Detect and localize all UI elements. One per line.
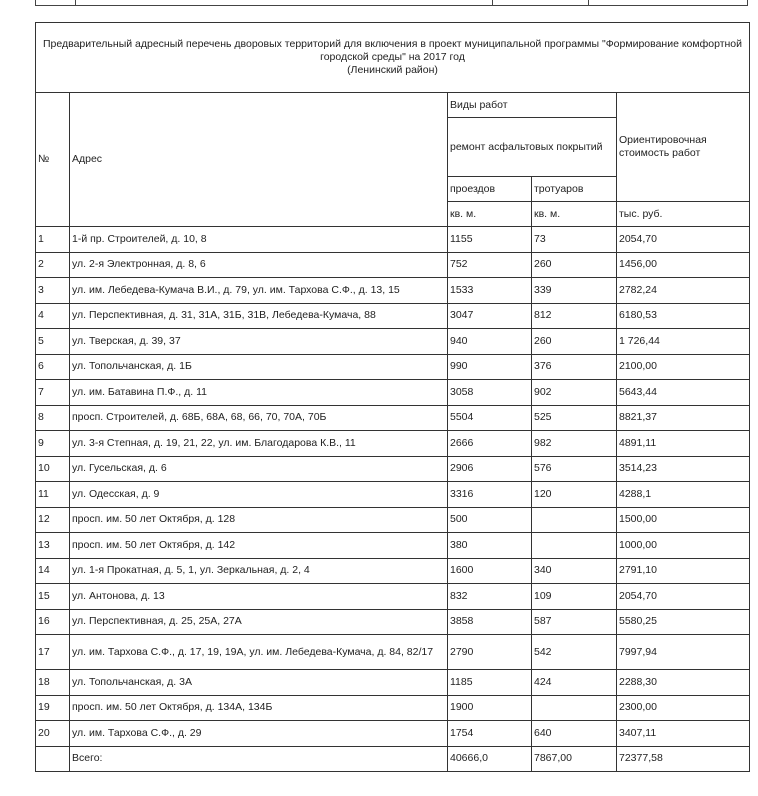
header-driveways: проездов: [448, 177, 532, 202]
cell-sidewalks: [532, 533, 617, 559]
table-row: [36, 558, 750, 584]
total-label: Всего:: [70, 746, 448, 771]
cell-sidewalks: 982: [532, 431, 617, 457]
cell-cost: 3407,11: [617, 721, 750, 747]
cell-address: ул. 1-я Прокатная, д. 5, 1, ул. Зеркальная, д. 2, 4: [70, 558, 448, 584]
cell-cost: 1500,00: [617, 507, 750, 533]
cell-sidewalks: 424: [532, 670, 617, 696]
table-row: [36, 329, 750, 355]
table-row: [36, 354, 750, 380]
header-unit-rub: тыс. руб.: [617, 202, 750, 227]
cell-num: 14: [36, 558, 70, 584]
cell-address: ул. Гусельская, д. 6: [70, 456, 448, 482]
cell-cost: 2100,00: [617, 354, 750, 380]
cell-num: 5: [36, 329, 70, 355]
cell-num: 7: [36, 380, 70, 406]
header-repair: ремонт асфальтовых покрытий: [448, 118, 617, 177]
total-driveways: 40666,0: [448, 746, 532, 771]
header-work-types: Виды работ: [448, 93, 617, 118]
cell-driveways: 3047: [448, 303, 532, 329]
header-address: Адрес: [70, 93, 448, 227]
cell-num: 10: [36, 456, 70, 482]
table-row: [36, 584, 750, 610]
table-row: [36, 431, 750, 457]
cell-cost: 2054,70: [617, 227, 750, 253]
total-cost: 72377,58: [617, 746, 750, 771]
caption-district: (Ленинский район): [347, 64, 438, 76]
header-num: №: [36, 93, 70, 227]
cell-address: ул. Тверская, д. 39, 37: [70, 329, 448, 355]
table-row: [36, 609, 750, 635]
cell-driveways: 1900: [448, 695, 532, 721]
cell-address: ул. им. Батавина П.Ф., д. 11: [70, 380, 448, 406]
table-row: [36, 695, 750, 721]
table-row: [36, 456, 750, 482]
table-row: [36, 252, 750, 278]
cell-num: 16: [36, 609, 70, 635]
cell-address: ул. Перспективная, д. 25, 25А, 27А: [70, 609, 448, 635]
cell-driveways: 1754: [448, 721, 532, 747]
cell-cost: 2782,24: [617, 278, 750, 304]
cell-sidewalks: 542: [532, 635, 617, 670]
header-row-1: [36, 93, 750, 118]
cell-num: 12: [36, 507, 70, 533]
cell-address: ул. Топольчанская, д. 3А: [70, 670, 448, 696]
cell-sidewalks: 812: [532, 303, 617, 329]
cell-cost: 6180,53: [617, 303, 750, 329]
cell-num: 1: [36, 227, 70, 253]
cell-sidewalks: 109: [532, 584, 617, 610]
cell-sidewalks: 640: [532, 721, 617, 747]
cell-driveways: 990: [448, 354, 532, 380]
cell-cost: 3514,23: [617, 456, 750, 482]
table-row: [36, 405, 750, 431]
cell-address: ул. им. Лебедева-Кумача В.И., д. 79, ул. им. Тархова С.Ф., д. 13, 15: [70, 278, 448, 304]
header-unit-sqm: кв. м.: [532, 202, 617, 227]
cell-driveways: 832: [448, 584, 532, 610]
cell-driveways: 5504: [448, 405, 532, 431]
cell-address: ул. 2-я Электронная, д. 8, 6: [70, 252, 448, 278]
table-row: [36, 635, 750, 670]
table-row: [36, 670, 750, 696]
total-row: [36, 746, 750, 771]
cell-cost: 2288,30: [617, 670, 750, 696]
cell-address: 1-й пр. Строителей, д. 10, 8: [70, 227, 448, 253]
cell-cost: 2300,00: [617, 695, 750, 721]
cell-cost: 7997,94: [617, 635, 750, 670]
cell-sidewalks: 376: [532, 354, 617, 380]
header-unit-sqm: кв. м.: [448, 202, 532, 227]
cell-address: просп. им. 50 лет Октября, д. 128: [70, 507, 448, 533]
total-num-cell: [36, 746, 70, 771]
cell-driveways: 500: [448, 507, 532, 533]
table-row: [36, 507, 750, 533]
cell-address: ул. им. Тархова С.Ф., д. 29: [70, 721, 448, 747]
cell-driveways: 1185: [448, 670, 532, 696]
cell-driveways: 1533: [448, 278, 532, 304]
cell-sidewalks: 902: [532, 380, 617, 406]
cell-num: 17: [36, 635, 70, 670]
cell-sidewalks: 525: [532, 405, 617, 431]
cell-address: ул. 3-я Степная, д. 19, 21, 22, ул. им. Благодарова К.В., 11: [70, 431, 448, 457]
cell-cost: 4288,1: [617, 482, 750, 508]
cell-num: 3: [36, 278, 70, 304]
cell-sidewalks: 340: [532, 558, 617, 584]
cell-num: 6: [36, 354, 70, 380]
table-row: [36, 482, 750, 508]
cell-address: ул. Одесская, д. 9: [70, 482, 448, 508]
cell-num: 19: [36, 695, 70, 721]
table-row: [36, 721, 750, 747]
cell-driveways: 3058: [448, 380, 532, 406]
table-caption: [36, 23, 750, 93]
cell-driveways: 2790: [448, 635, 532, 670]
cell-driveways: 1600: [448, 558, 532, 584]
address-list-table: [35, 22, 750, 772]
cell-driveways: 3858: [448, 609, 532, 635]
table-row: [36, 227, 750, 253]
cell-sidewalks: 576: [532, 456, 617, 482]
cell-sidewalks: 587: [532, 609, 617, 635]
cell-sidewalks: [532, 507, 617, 533]
cell-sidewalks: 339: [532, 278, 617, 304]
header-sidewalks: тротуаров: [532, 177, 617, 202]
cell-num: 9: [36, 431, 70, 457]
cell-driveways: 2906: [448, 456, 532, 482]
header-cost: Ориентировочная стоимость работ: [617, 93, 750, 202]
cell-driveways: 2666: [448, 431, 532, 457]
cell-num: 8: [36, 405, 70, 431]
cell-cost: 8821,37: [617, 405, 750, 431]
previous-table-fragment: [35, 0, 748, 6]
cell-driveways: 752: [448, 252, 532, 278]
cell-driveways: 940: [448, 329, 532, 355]
cell-address: ул. Перспективная, д. 31, 31А, 31Б, 31В, Лебедева-Кумача, 88: [70, 303, 448, 329]
cell-address: ул. Топольчанская, д. 1Б: [70, 354, 448, 380]
cell-num: 11: [36, 482, 70, 508]
cell-sidewalks: [532, 695, 617, 721]
cell-cost: 1456,00: [617, 252, 750, 278]
table-row: [36, 380, 750, 406]
table-row: [36, 533, 750, 559]
cell-cost: 2791,10: [617, 558, 750, 584]
table-row: [36, 278, 750, 304]
cell-sidewalks: 260: [532, 329, 617, 355]
table-row: [36, 303, 750, 329]
cell-address: просп. им. 50 лет Октября, д. 142: [70, 533, 448, 559]
cell-cost: 1 726,44: [617, 329, 750, 355]
cell-cost: 5580,25: [617, 609, 750, 635]
cell-cost: 1000,00: [617, 533, 750, 559]
cell-cost: 2054,70: [617, 584, 750, 610]
total-sidewalks: 7867,00: [532, 746, 617, 771]
caption-title: Предварительный адресный перечень дворовых территорий для включения в проект муниципальной программы "Формирование комфортной городской среды" на 2017 год: [42, 38, 743, 63]
cell-num: 2: [36, 252, 70, 278]
cell-num: 18: [36, 670, 70, 696]
cell-num: 4: [36, 303, 70, 329]
cell-sidewalks: 260: [532, 252, 617, 278]
cell-cost: 5643,44: [617, 380, 750, 406]
table-caption-row: [36, 23, 750, 93]
cell-cost: 4891,11: [617, 431, 750, 457]
cell-num: 20: [36, 721, 70, 747]
cell-address: просп. им. 50 лет Октября, д. 134А, 134Б: [70, 695, 448, 721]
cell-address: ул. Антонова, д. 13: [70, 584, 448, 610]
cell-sidewalks: 73: [532, 227, 617, 253]
cell-driveways: 1155: [448, 227, 532, 253]
cell-sidewalks: 120: [532, 482, 617, 508]
cell-num: 13: [36, 533, 70, 559]
cell-num: 15: [36, 584, 70, 610]
cell-address: просп. Строителей, д. 68Б, 68А, 68, 66, 70, 70А, 70Б: [70, 405, 448, 431]
cell-driveways: 3316: [448, 482, 532, 508]
cell-address: ул. им. Тархова С.Ф., д. 17, 19, 19А, ул. им. Лебедева-Кумача, д. 84, 82/17: [70, 635, 448, 670]
cell-driveways: 380: [448, 533, 532, 559]
